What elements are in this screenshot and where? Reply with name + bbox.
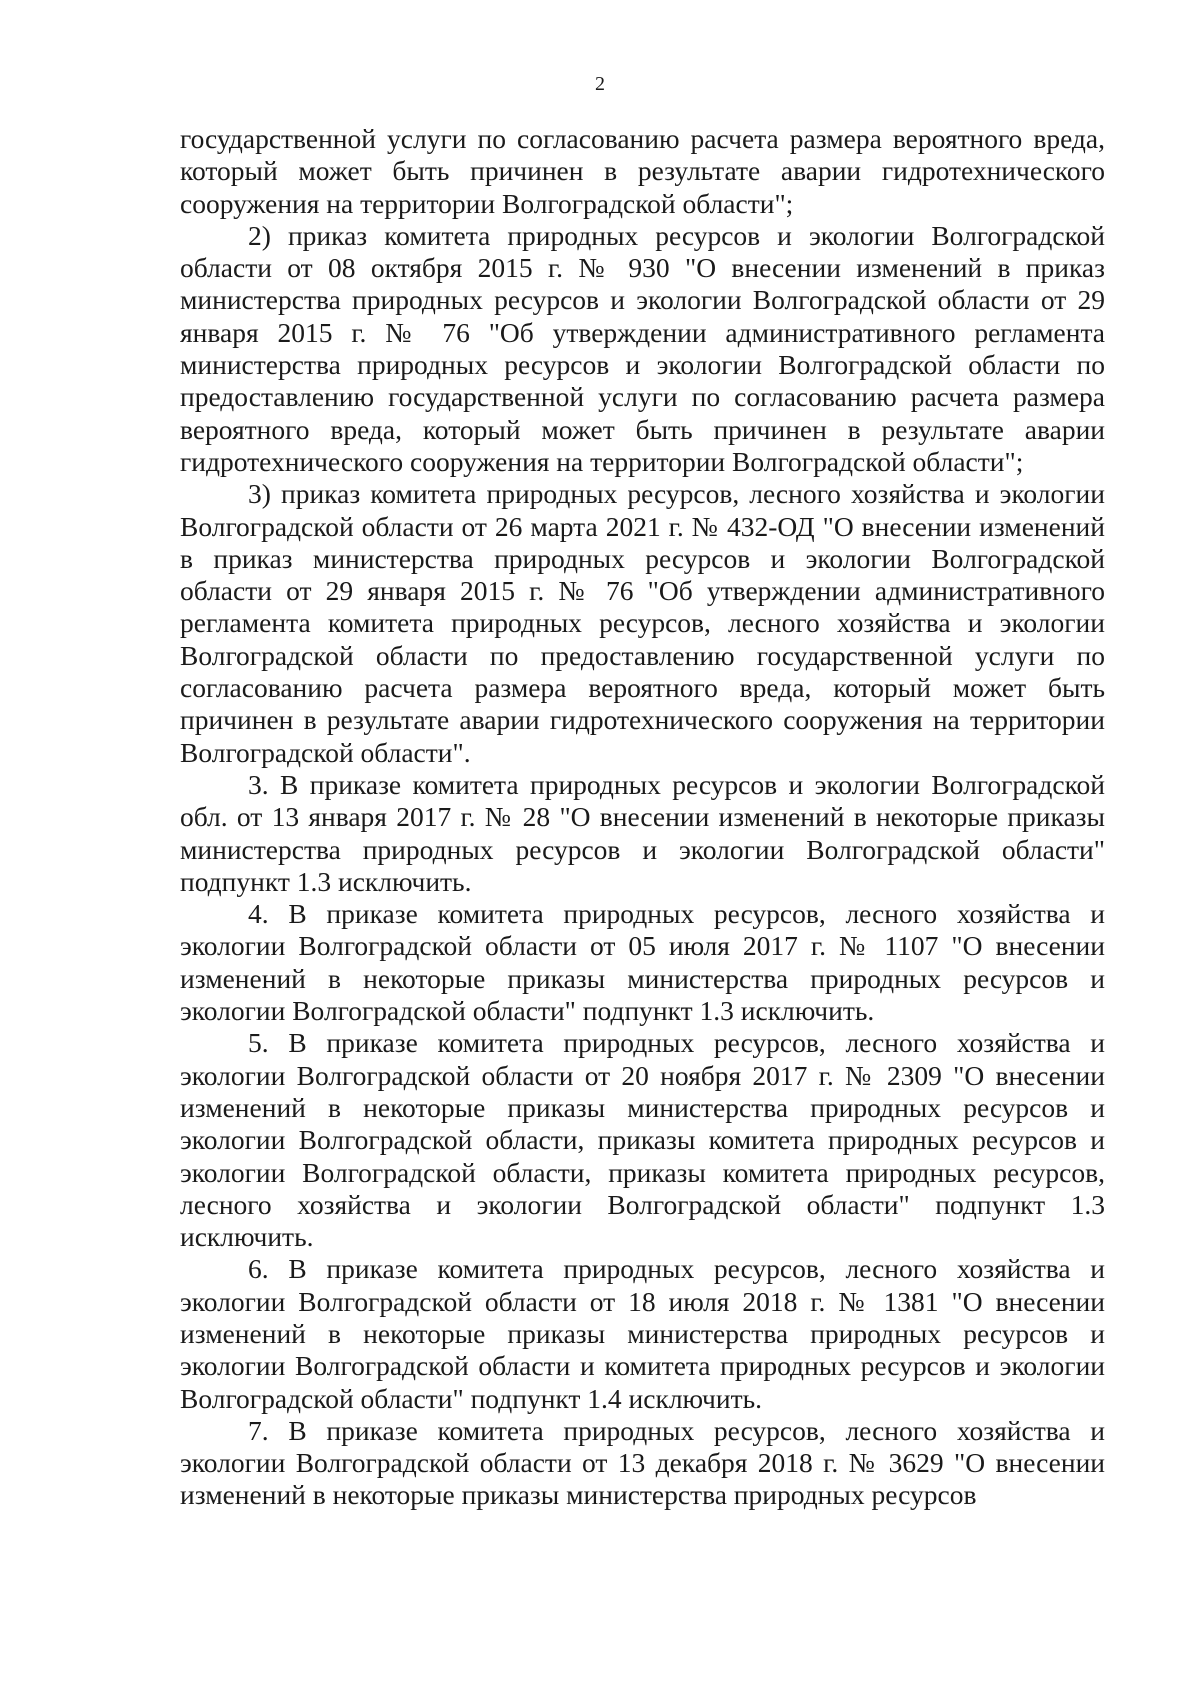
document-body <box>180 123 1105 1512</box>
paragraph-clause-6: 6. В приказе комитета природных ресурсов, лесного хозяйства и экологии Волгоградской области от 18 июля 2018 г. № 1381 "О внесении изменений в некоторые приказы министерства природных ресурсов и экологии Волгоградской области и комитета природных ресурсов и экологии Волгоградской области" подпункт 1.4 исключить. <box>180 1253 1105 1414</box>
paragraph-clause-3: 3. В приказе комитета природных ресурсов и экологии Волгоградской обл. от 13 января 2017 г. № 28 "О внесении изменений в некоторые приказы министерства природных ресурсов и экологии Волгоградской области" подпункт 1.3 исключить. <box>180 768 1105 897</box>
paragraph-clause-7: 7. В приказе комитета природных ресурсов, лесного хозяйства и экологии Волгоградской области от 13 декабря 2018 г. № 3629 "О внесении изменений в некоторые приказы министерства природных ресурсов <box>180 1414 1105 1511</box>
paragraph-item-3: 3) приказ комитета природных ресурсов, лесного хозяйства и экологии Волгоградской области от 26 марта 2021 г. № 432-ОД "О внесении изменений в приказ министерства природных ресурсов и экологии Волгоградской области от 29 января 2015 г. № 76 "Об утверждении административного регламента комитета природных ресурсов, лесного хозяйства и экологии Волгоградской области по предоставлению государственной услуги по согласованию расчета размера вероятного вреда, который может быть причинен в результате аварии гидротехнического сооружения на территории Волгоградской области". <box>180 478 1105 768</box>
paragraph-clause-5: 5. В приказе комитета природных ресурсов, лесного хозяйства и экологии Волгоградской области от 20 ноября 2017 г. № 2309 "О внесении изменений в некоторые приказы министерства природных ресурсов и экологии Волгоградской области, приказы комитета природных ресурсов и экологии Волгоградской области, приказы комитета природных ресурсов, лесного хозяйства и экологии Волгоградской области" подпункт 1.3 исключить. <box>180 1027 1105 1253</box>
paragraph-item-2: 2) приказ комитета природных ресурсов и экологии Волгоградской области от 08 октября 2015 г. № 930 "О внесении изменений в приказ министерства природных ресурсов и экологии Волгоградской области от 29 января 2015 г. № 76 "Об утверждении административного регламента министерства природных ресурсов и экологии Волгоградской области по предоставлению государственной услуги по согласованию расчета размера вероятного вреда, который может быть причинен в результате аварии гидротехнического сооружения на территории Волгоградской области"; <box>180 219 1105 477</box>
paragraph-clause-4: 4. В приказе комитета природных ресурсов, лесного хозяйства и экологии Волгоградской области от 05 июля 2017 г. № 1107 "О внесении изменений в некоторые приказы министерства природных ресурсов и экологии Волгоградской области" подпункт 1.3 исключить. <box>180 898 1105 1027</box>
page-number: 2 <box>595 73 605 95</box>
paragraph-continuation: государственной услуги по согласованию расчета размера вероятного вреда, который может быть причинен в результате аварии гидротехнического сооружения на территории Волгоградской области"; <box>180 123 1105 219</box>
